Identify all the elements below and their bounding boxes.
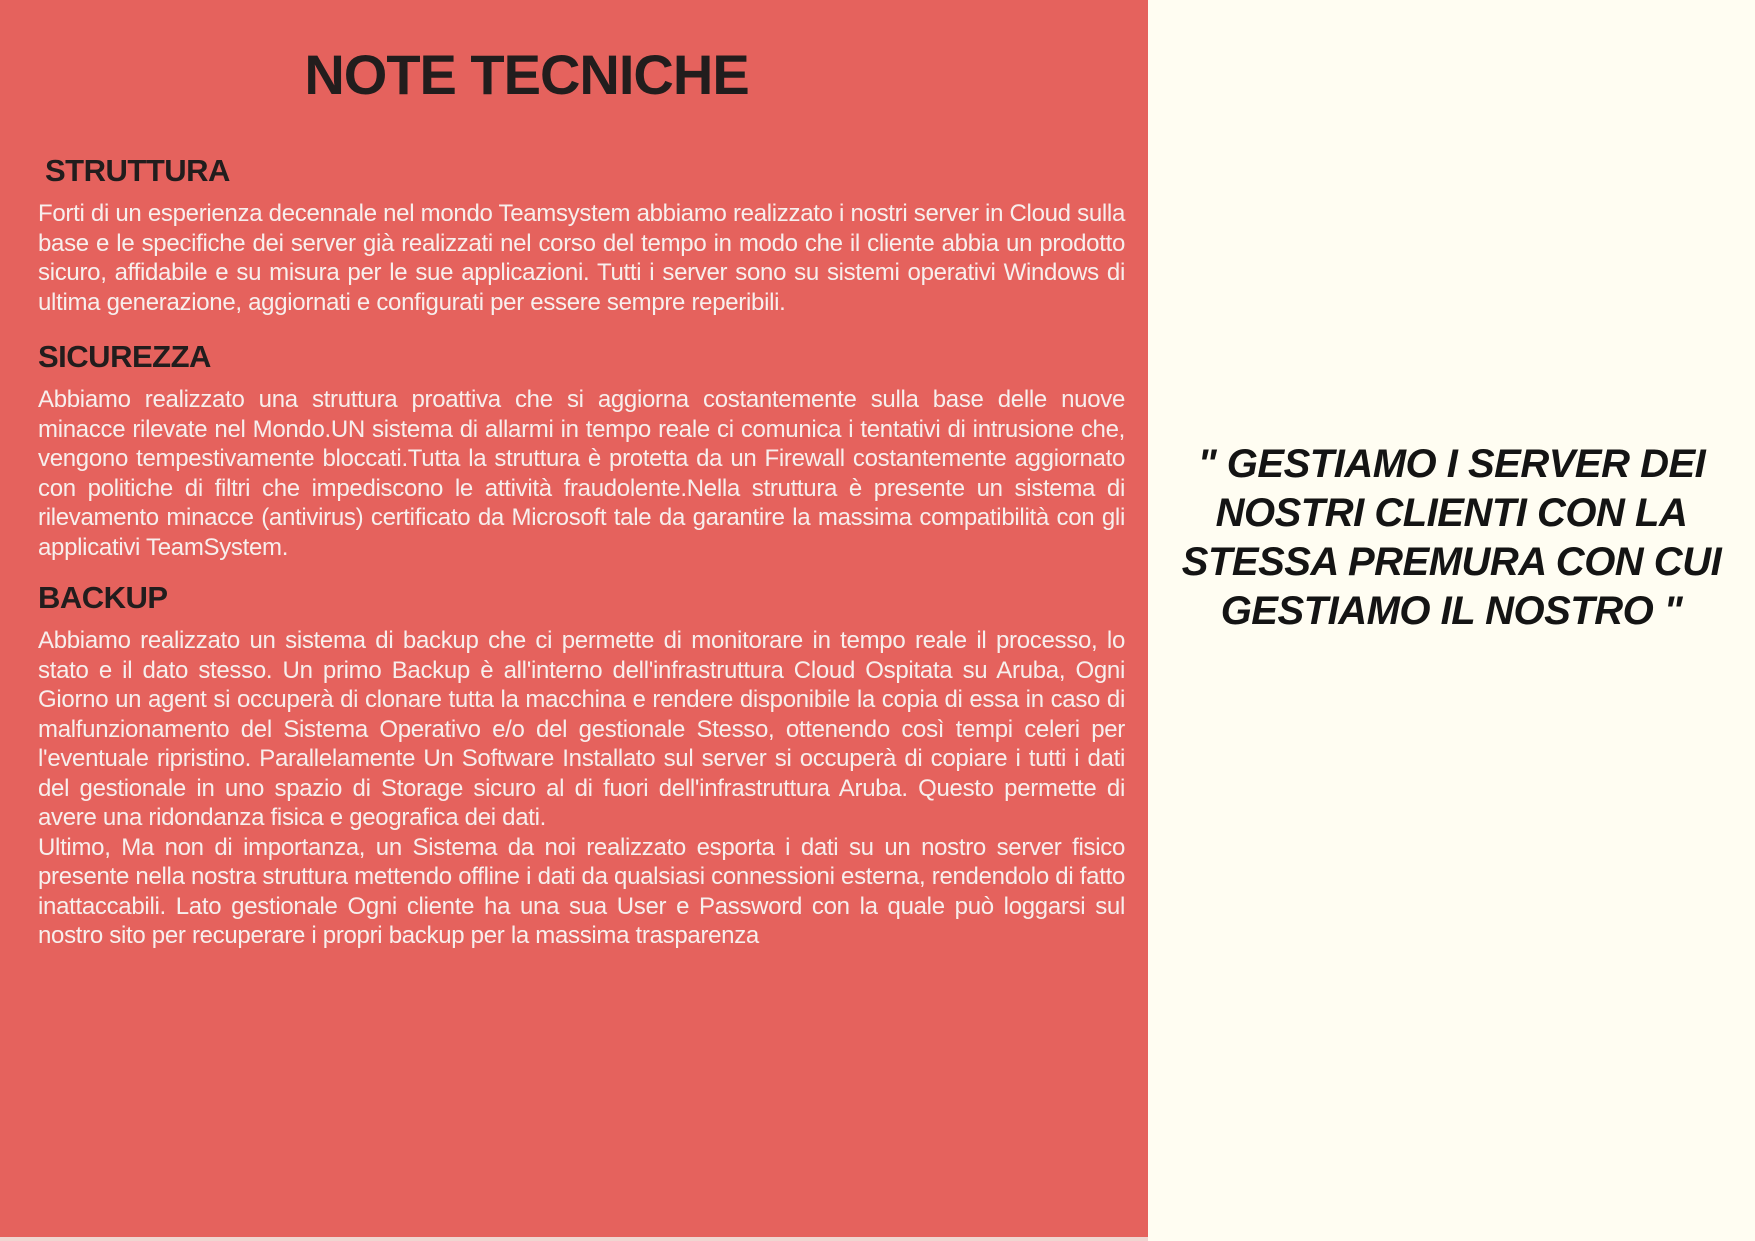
quote-line-2: NOSTRI CLIENTI CON LA: [1215, 490, 1688, 535]
quote-panel: [1148, 0, 1755, 1241]
quote-text: [1182, 440, 1721, 636]
section-heading-backup: BACKUP: [38, 580, 168, 615]
bottom-edge-strip: [0, 1237, 1148, 1241]
backup-paragraph-2: Ultimo, Ma non di importanza, un Sistema da noi realizzato esporta i dati su un nostro server fisico presente nella nostra struttura mettendo offline i dati da qualsiasi connessioni esterna, rendendolo di fatto inattaccabili. Lato gestionale Ogni cliente ha una sua User e Password con la quale può loggarsi sul nostro sito per recuperare i propri backup per la massima trasparenza: [38, 833, 1125, 949]
quote-line-4: GESTIAMO IL NOSTRO ": [1220, 588, 1683, 633]
section-body-struttura: [38, 199, 1125, 317]
section-body-sicurezza: [38, 385, 1125, 562]
quote-line-1: " GESTIAMO I SERVER DEI: [1197, 441, 1706, 486]
section-body-backup: [38, 626, 1125, 951]
page-title: NOTE TECNICHE: [304, 43, 749, 106]
section-heading-struttura: STRUTTURA: [45, 153, 230, 188]
backup-paragraph-1: Abbiamo realizzato un sistema di backup che ci permette di monitorare in tempo reale il processo, lo stato e il dato stesso. Un primo Backup è all'interno dell'infrastruttura Cloud Ospitata su Aruba, Ogni Giorno un agent si occuperà di clonare tutta la macchina e rendere disponibile la copia di essa in caso di malfunzionamento del Sistema Operativo e/o del gestionale Stesso, ottenendo così tempi celeri per l'eventuale ripristino. Parallelamente Un Software Installato sul server si occuperà di copiare i tutti i dati del gestionale in uno spazio di Storage sicuro al di fuori dell'infrastruttura Aruba. Questo permette di avere una ridondanza fisica e geografica dei dati.: [38, 627, 1125, 831]
sicurezza-paragraph: Abbiamo realizzato una struttura proattiva che si aggiorna costantemente sulla base delle nuove minacce rilevate nel Mondo.UN sistema di allarmi in tempo reale ci comunica i tentativi di intrusione che, vengono tempestivamente bloccati.Tutta la struttura è protetta da un Firewall costantemente aggiornato con politiche di filtri che impediscono le attività fraudolente.Nella struttura è presente un sistema di rilevamento minacce (antivirus) certificato da Microsoft tale da garantire la massima compatibilità con gli applicativi TeamSystem.: [38, 386, 1125, 561]
section-heading-sicurezza: SICUREZZA: [38, 339, 211, 374]
notes-content: [38, 0, 1125, 951]
quote-line-3: STESSA PREMURA CON CUI: [1181, 539, 1722, 584]
struttura-paragraph: Forti di un esperienza decennale nel mondo Teamsystem abbiamo realizzato i nostri server in Cloud sulla base e le specifiche dei server già realizzati nel corso del tempo in modo che il cliente abbia un prodotto sicuro, affidabile e su misura per le sue applicazioni. Tutti i server sono su sistemi operativi Windows di ultima generazione, aggiornati e configurati per essere sempre reperibili.: [38, 200, 1125, 316]
